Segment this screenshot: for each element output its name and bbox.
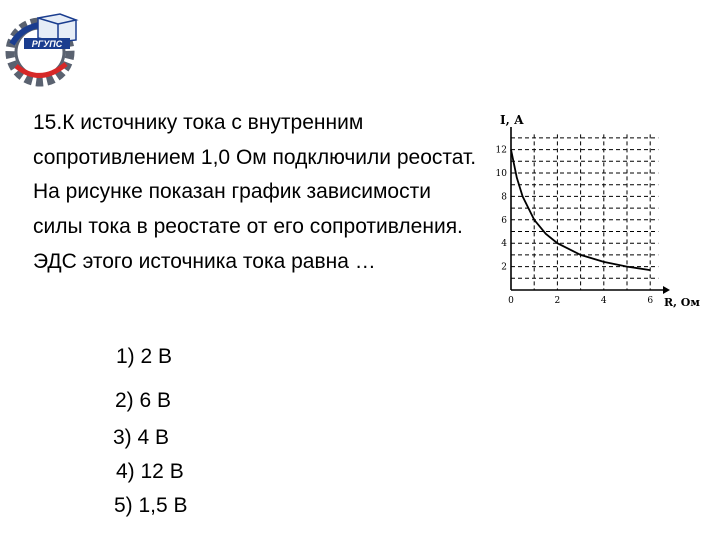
- question-text: 15.К источнику тока с внутренним сопротивлением 1,0 Ом подключили реостат. На рисунке показан график зависимости силы тока в реостате от его сопротивления. ЭДС этого источника тока равна …: [33, 111, 477, 273]
- answer-option: 4) 12 В: [116, 460, 184, 483]
- y-tick-label: 10: [495, 169, 507, 179]
- x-tick-label: 6: [647, 296, 654, 306]
- answer-option: 3) 4 В: [113, 426, 170, 449]
- chart-grid: [511, 134, 658, 290]
- y-tick-label: 12: [495, 145, 507, 156]
- x-tick-label: 2: [554, 296, 561, 306]
- logo-text: РГУПС: [31, 39, 63, 49]
- current-vs-resistance-chart: [490, 105, 700, 320]
- x-tick-label: 4: [600, 296, 607, 306]
- answer-option: 1) 2 В: [116, 345, 173, 368]
- answer-option: 5) 1,5 В: [114, 494, 188, 517]
- x-axis-label: R, Ом: [664, 296, 700, 309]
- y-tick-label: 8: [501, 192, 507, 203]
- book-icon: [38, 14, 76, 42]
- y-axis-label: I, А: [500, 113, 524, 127]
- x-tick-label: 0: [508, 296, 514, 306]
- series-line: [511, 150, 650, 271]
- y-tick-label: 6: [501, 215, 507, 226]
- x-axis-arrow: [663, 286, 670, 294]
- rgups-logo: [2, 8, 84, 88]
- answer-option: 2) 6 В: [115, 389, 172, 412]
- y-tick-label: 2: [501, 262, 507, 273]
- y-tick-label: 4: [501, 239, 507, 250]
- tick-labels: [496, 146, 654, 306]
